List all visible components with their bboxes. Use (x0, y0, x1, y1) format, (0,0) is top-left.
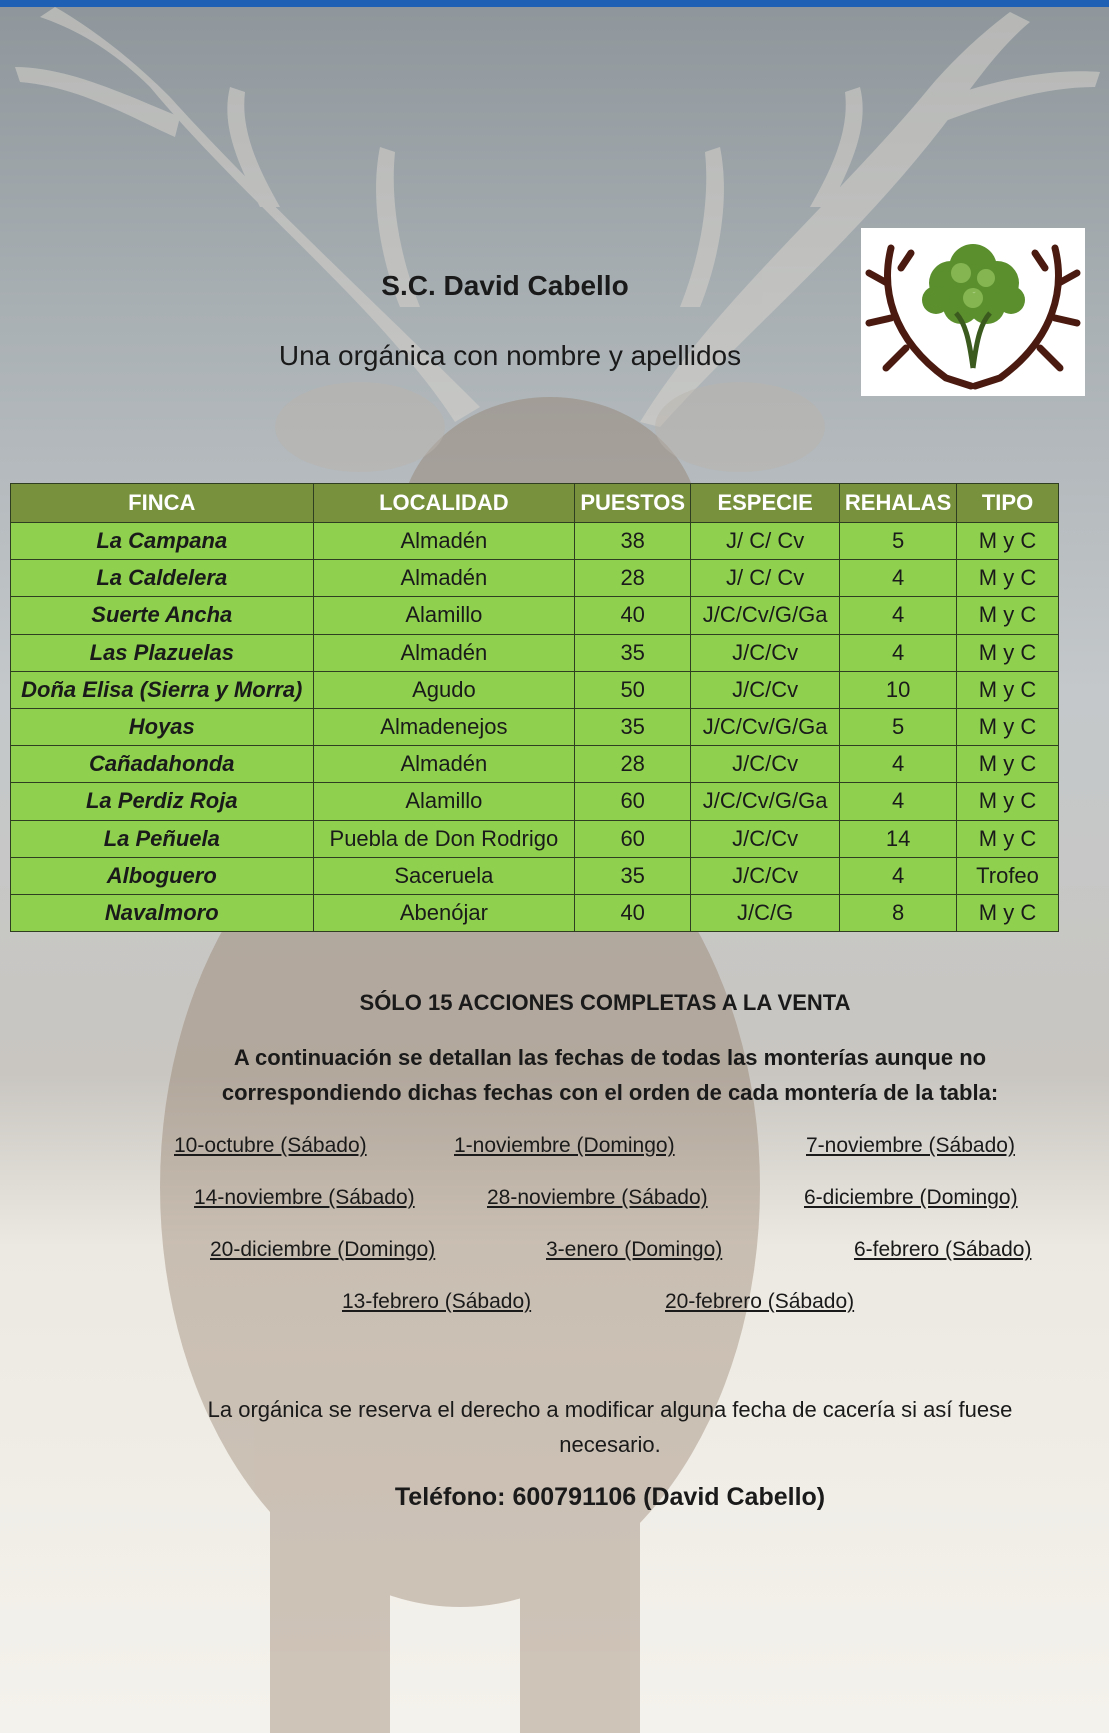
sale-notice: SÓLO 15 ACCIONES COMPLETAS A LA VENTA (359, 990, 851, 1015)
cell-tipo: M y C (957, 560, 1059, 597)
cell-puestos: 35 (575, 708, 691, 745)
dates-intro-line-1: A continuación se detallan las fechas de todas las monterías aunque no (233, 1045, 987, 1070)
cell-especie: J/C/Cv/G/Ga (691, 708, 840, 745)
cell-finca: Alboguero (11, 857, 314, 894)
cell-puestos: 60 (575, 820, 691, 857)
cell-localidad: Puebla de Don Rodrigo (313, 820, 575, 857)
cell-puestos: 35 (575, 634, 691, 671)
header-especie: ESPECIE (691, 484, 840, 523)
cell-rehalas: 4 (840, 857, 957, 894)
table-header-row (11, 484, 1059, 523)
header-tipo: TIPO (957, 484, 1059, 523)
table-row (11, 857, 1059, 894)
table-row (11, 634, 1059, 671)
date-item: 20-febrero (Sábado) (665, 1290, 855, 1313)
cell-localidad: Almadenejos (313, 708, 575, 745)
cell-finca: Doña Elisa (Sierra y Morra) (11, 671, 314, 708)
cell-puestos: 40 (575, 894, 691, 931)
date-item: 20-diciembre (Domingo) (210, 1238, 436, 1261)
cell-finca: La Campana (11, 523, 314, 560)
cell-especie: J/ C/ Cv (691, 560, 840, 597)
cell-finca: Cañadahonda (11, 746, 314, 783)
contact-phone: Teléfono: 600791106 (David Cabello) (394, 1483, 826, 1511)
cell-rehalas: 4 (840, 560, 957, 597)
cell-localidad: Almadén (313, 746, 575, 783)
date-item: 13-febrero (Sábado) (342, 1290, 532, 1313)
cell-finca: La Peñuela (11, 820, 314, 857)
cell-rehalas: 14 (840, 820, 957, 857)
disclaimer-line-1: La orgánica se reserva el derecho a modificar alguna fecha de cacería si así fuese (207, 1397, 1013, 1422)
cell-tipo: M y C (957, 671, 1059, 708)
cell-especie: J/C/Cv (691, 634, 840, 671)
header-puestos: PUESTOS (575, 484, 691, 523)
cell-localidad: Almadén (313, 634, 575, 671)
header-finca: FINCA (11, 484, 314, 523)
cell-tipo: M y C (957, 820, 1059, 857)
date-item: 28-noviembre (Sábado) (487, 1186, 708, 1209)
table-row (11, 523, 1059, 560)
cell-localidad: Alamillo (313, 783, 575, 820)
cell-rehalas: 5 (840, 708, 957, 745)
cell-rehalas: 10 (840, 671, 957, 708)
cell-finca: La Perdiz Roja (11, 783, 314, 820)
date-item: 10-octubre (Sábado) (174, 1134, 367, 1157)
cell-tipo: M y C (957, 894, 1059, 931)
cell-localidad: Saceruela (313, 857, 575, 894)
cell-especie: J/C/Cv/G/Ga (691, 597, 840, 634)
table-row (11, 708, 1059, 745)
cell-especie: J/C/Cv (691, 746, 840, 783)
date-item: 6-diciembre (Domingo) (804, 1186, 1018, 1209)
top-accent-bar (0, 0, 1109, 7)
cell-especie: J/C/Cv (691, 857, 840, 894)
cell-tipo: M y C (957, 634, 1059, 671)
cell-rehalas: 4 (840, 783, 957, 820)
cell-rehalas: 4 (840, 634, 957, 671)
table-row (11, 560, 1059, 597)
cell-tipo: M y C (957, 746, 1059, 783)
antler-tree-logo (861, 228, 1085, 396)
fincas-table (10, 483, 1059, 932)
cell-puestos: 50 (575, 671, 691, 708)
table-row (11, 597, 1059, 634)
cell-finca: Navalmoro (11, 894, 314, 931)
date-item: 14-noviembre (Sábado) (194, 1186, 415, 1209)
cell-especie: J/ C/ Cv (691, 523, 840, 560)
table-row (11, 746, 1059, 783)
cell-especie: J/C/G (691, 894, 840, 931)
cell-puestos: 35 (575, 857, 691, 894)
date-item: 3-enero (Domingo) (546, 1238, 723, 1261)
cell-localidad: Agudo (313, 671, 575, 708)
cell-rehalas: 4 (840, 746, 957, 783)
cell-tipo: Trofeo (957, 857, 1059, 894)
cell-localidad: Alamillo (313, 597, 575, 634)
table-row (11, 671, 1059, 708)
cell-finca: Suerte Ancha (11, 597, 314, 634)
date-item: 1-noviembre (Domingo) (454, 1134, 675, 1157)
disclaimer-line-2: necesario. (559, 1432, 661, 1457)
header-localidad: LOCALIDAD (313, 484, 575, 523)
cell-especie: J/C/Cv/G/Ga (691, 783, 840, 820)
cell-puestos: 40 (575, 597, 691, 634)
cell-especie: J/C/Cv (691, 671, 840, 708)
cell-rehalas: 4 (840, 597, 957, 634)
table-row (11, 894, 1059, 931)
cell-puestos: 28 (575, 746, 691, 783)
date-item: 7-noviembre (Sábado) (806, 1134, 1015, 1157)
cell-especie: J/C/Cv (691, 820, 840, 857)
cell-rehalas: 5 (840, 523, 957, 560)
page-title: S.C. David Cabello (381, 270, 629, 301)
table-row (11, 783, 1059, 820)
cell-tipo: M y C (957, 708, 1059, 745)
cell-localidad: Almadén (313, 523, 575, 560)
cell-puestos: 38 (575, 523, 691, 560)
cell-finca: Hoyas (11, 708, 314, 745)
cell-tipo: M y C (957, 597, 1059, 634)
cell-tipo: M y C (957, 783, 1059, 820)
table-row (11, 820, 1059, 857)
dates-intro-line-2: correspondiendo dichas fechas con el orden de cada montería de la tabla: (221, 1080, 999, 1105)
cell-tipo: M y C (957, 523, 1059, 560)
cell-puestos: 60 (575, 783, 691, 820)
cell-puestos: 28 (575, 560, 691, 597)
cell-rehalas: 8 (840, 894, 957, 931)
cell-localidad: Almadén (313, 560, 575, 597)
cell-finca: Las Plazuelas (11, 634, 314, 671)
cell-localidad: Abenójar (313, 894, 575, 931)
header-rehalas: REHALAS (840, 484, 957, 523)
page-subtitle: Una orgánica con nombre y apellidos (278, 340, 742, 371)
cell-finca: La Caldelera (11, 560, 314, 597)
date-item: 6-febrero (Sábado) (854, 1238, 1032, 1261)
disclaimer (190, 1392, 1030, 1462)
